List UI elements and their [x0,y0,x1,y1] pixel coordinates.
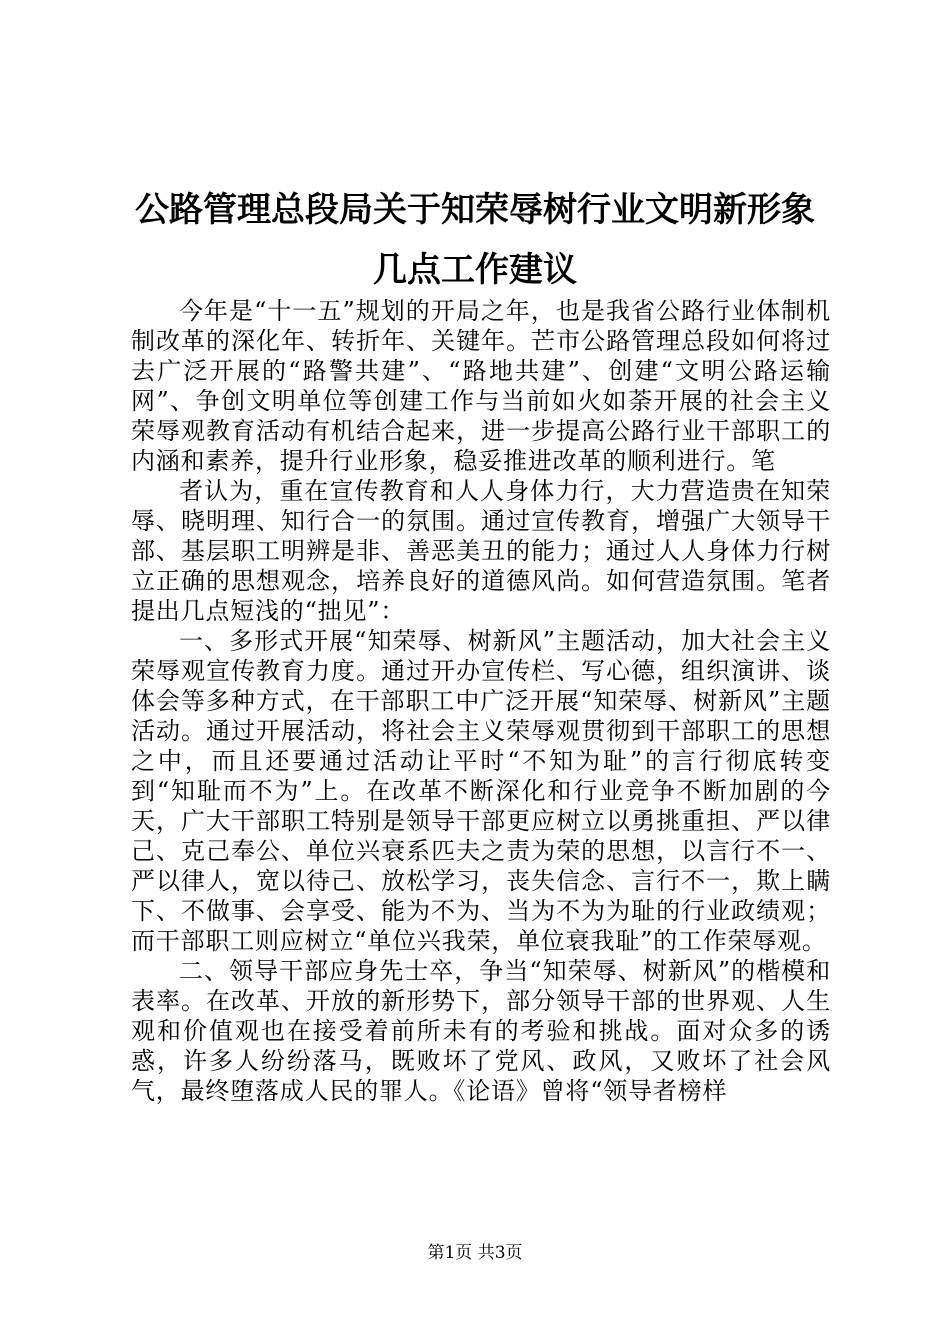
document-title-line-2: 几点工作建议 [373,250,577,290]
paragraph-point-two: 二、领导干部应身先士卒，争当“知荣辱、树新风”的楷模和表率。在改革、开放的新形势下，部分领导干部的世界观、人生观和价值观也在接受着前所未有的考验和挑战。面对众多的诱惑，许多人纷纷落马，既败坏了党风、政风，又败坏了社会风气，最终堕落成人民的罪人。《论语》曾将“领导者榜样 [131,957,831,1105]
page-number-footer: 第1页 共3页 [427,1243,523,1263]
document-title-line-1: 公路管理总段局关于知荣辱树行业文明新形象 [135,190,815,230]
document-body [131,296,831,1106]
paragraph-intro: 今年是“十一五”规划的开局之年，也是我省公路行业体制机制改革的深化年、转折年、关键年。芒市公路管理总段如何将过去广泛开展的“路警共建”、“路地共建”、创建“文明公路运输网”、争创文明单位等创建工作与当前如火如荼开展的社会主义荣辱观教育活动有机结合起来，进一步提高公路行业干部职工的内涵和素养，提升行业形象，稳妥推进改革的顺利进行。笔 [131,297,831,475]
paragraph-author-view: 者认为，重在宣传教育和人人身体力行，大力营造贵在知荣辱、晓明理、知行合一的氛围。通过宣传教育，增强广大领导干部、基层职工明辨是非、善恶美丑的能力；通过人人身体力行树立正确的思想观念，培养良好的道德风尚。如何营造氛围。笔者提出几点短浅的“拙见”： [131,477,831,625]
paragraph-point-one: 一、多形式开展“知荣辱、树新风”主题活动，加大社会主义荣辱观宣传教育力度。通过开办宣传栏、写心德，组织演讲、谈体会等多种方式，在干部职工中广泛开展“知荣辱、树新风”主题活动。通过开展活动，将社会主义荣辱观贯彻到干部职工的思想之中，而且还要通过活动让平时“不知为耻”的言行彻底转变到“知耻而不为”上。在改革不断深化和行业竞争不断加剧的今天，广大干部职工特别是领导干部更应树立以勇挑重担、严以律己、克己奉公、单位兴衰系匹夫之责为荣的思想，以言行不一、严以律人，宽以待己、放松学习，丧失信念、言行不一，欺上瞒下、不做事、会享受、能为不为、当为不为为耻的行业政绩观；而干部职工则应树立“单位兴我荣，单位衰我耻”的工作荣辱观。 [131,627,831,955]
